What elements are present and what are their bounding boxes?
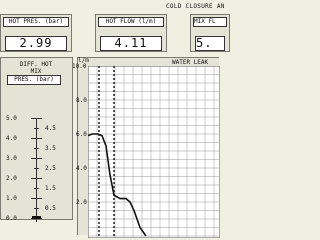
diff-pressure-panel [0, 57, 73, 220]
scale-mark [31, 198, 42, 199]
diff-scale-axis [36, 118, 37, 222]
header-title: COLD CLOSURE AN [166, 3, 225, 10]
diff-tick-label: 1.5 [45, 185, 56, 192]
diff-tick-label: 3.5 [45, 145, 56, 152]
mix-flow-label: MIX FL [193, 17, 227, 27]
diff-tick-label: 4.5 [45, 125, 56, 132]
water-leak-chart [72, 57, 219, 235]
y-tick-label: 10.0 [72, 63, 87, 70]
scale-mark [31, 138, 42, 139]
diff-tick-label: 5.0 [6, 115, 17, 122]
y-axis-unit: l/m [78, 57, 89, 64]
y-tick-label: 6.0 [76, 131, 87, 138]
scale-mark [34, 188, 39, 189]
y-tick-label: 8.0 [76, 97, 87, 104]
scale-mark [31, 118, 42, 119]
hot-flow-panel [95, 14, 167, 52]
hot-pressure-value: 2.99 [5, 36, 67, 51]
mix-flow-value: 5. [195, 36, 225, 51]
diff-level-bar [32, 216, 41, 219]
hot-pressure-label: HOT PRES. (bar) [3, 17, 69, 27]
y-tick-label: 2.0 [76, 199, 87, 206]
hot-pressure-panel [0, 14, 72, 52]
scale-mark [34, 128, 39, 129]
mix-flow-panel [190, 14, 230, 52]
scale-mark [31, 178, 42, 179]
hot-flow-value: 4.11 [100, 36, 162, 51]
diff-title-line1: DIFF. HOT [19, 61, 53, 68]
diff-tick-label: 0.0 [6, 215, 17, 222]
hot-flow-label: HOT FLOW (l/m) [98, 17, 164, 27]
diff-tick-label: 0.5 [45, 205, 56, 212]
scale-mark [34, 208, 39, 209]
scale-mark [34, 148, 39, 149]
diff-unit-label: PRES. (bar) [7, 75, 61, 85]
diff-tick-label: 4.0 [6, 135, 17, 142]
chart-title: WATER LEAK [172, 59, 209, 66]
y-tick-label: 4.0 [76, 165, 87, 172]
scale-mark [31, 158, 42, 159]
diff-tick-label: 2.0 [6, 175, 17, 182]
plot-background [88, 66, 220, 238]
diff-title-line2: MIX [30, 68, 42, 75]
chart-plot-area [88, 66, 220, 238]
scale-mark [34, 168, 39, 169]
diff-tick-label: 2.5 [45, 165, 56, 172]
diff-tick-label: 1.0 [6, 195, 17, 202]
diff-tick-label: 3.0 [6, 155, 17, 162]
